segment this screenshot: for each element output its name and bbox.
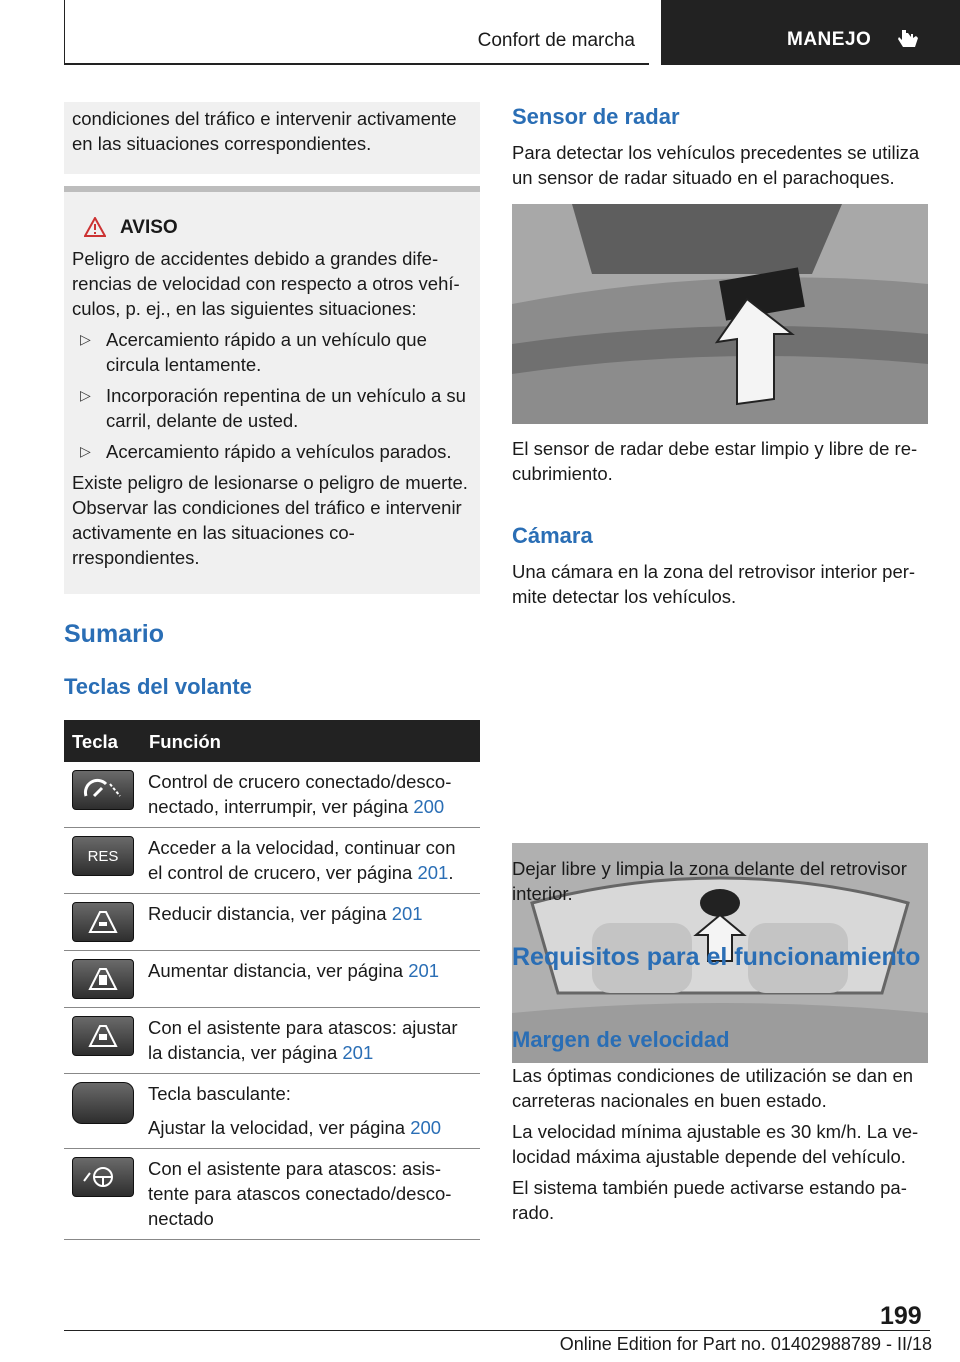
page-number: 199	[880, 1302, 922, 1330]
rocker-switch-icon	[72, 1082, 134, 1124]
warning-box	[64, 186, 480, 594]
radar-sensor-image	[512, 204, 928, 424]
distance-decrease-key-icon	[72, 902, 134, 942]
heading-requisitos: Requisitos para el funcionamiento	[512, 943, 921, 971]
row-function: Tecla basculante: Ajustar la velocidad, ver página 200	[148, 1074, 480, 1149]
radar-intro: Para detectar los vehículos precedentes se utiliza un sensor de radar situado en el parachoques.	[512, 142, 920, 188]
table-row	[64, 1008, 480, 1074]
traffic-jam-assist-key-icon	[72, 1157, 134, 1197]
radar-note: El sensor de radar debe estar limpio y libre de recubrimiento.	[512, 438, 918, 484]
margen-p2: La velocidad mínima ajustable es 30 km/h. La velocidad máxima ajustable depende del vehículo.	[512, 1121, 919, 1167]
continuation-box	[64, 102, 480, 174]
col-header-tecla: Tecla	[64, 720, 148, 762]
row-function: Reducir distancia, ver página 201	[148, 894, 480, 951]
continuation-text: condiciones del tráfico e intervenir activamente en las situaciones correspondientes.	[72, 108, 457, 154]
cruise-onoff-key-icon	[72, 770, 134, 810]
page-link[interactable]: 201	[408, 960, 440, 981]
warning-label: AVISO	[120, 216, 178, 238]
header-section-title: Confort de marcha	[477, 30, 635, 51]
heading-camara: Cámara	[512, 523, 593, 548]
row-function: Control de crucero conectado/desconectado, interrumpir, ver página 200	[148, 762, 480, 828]
page-link[interactable]: 201	[342, 1042, 374, 1063]
table-row	[64, 1074, 480, 1149]
row-function: Con el asistente para atascos: asistente para atascos conectado/desconectado	[148, 1149, 480, 1240]
header-chapter-tab[interactable]	[661, 0, 960, 65]
footer-rule	[64, 1330, 930, 1331]
keys-table	[64, 720, 480, 1240]
margen-p1: Las óptimas condiciones de utilización se dan en carreteras nacionales en buen estado.	[512, 1065, 914, 1111]
bullet-triangle-icon: ▷	[80, 387, 91, 403]
col-header-funcion: Función	[148, 720, 480, 762]
distance-key-icon	[72, 1016, 134, 1056]
page-link[interactable]: 201	[391, 903, 423, 924]
heading-radar: Sensor de radar	[512, 104, 680, 129]
camara-note: Dejar libre y limpia la zona delante del retrovisor interior.	[512, 858, 907, 904]
warning-bullet: ▷ Acercamiento rápido a vehículos parados.	[80, 441, 452, 462]
header-underline	[64, 63, 649, 65]
row-function: Acceder a la velocidad, continuar con el control de crucero, ver página 201.	[148, 828, 480, 894]
heading-teclas: Teclas del volante	[64, 674, 252, 699]
warning-bullet: ▷ Acercamiento rápido a un vehículo que circula lentamente.	[80, 329, 427, 375]
page-link[interactable]: 201	[417, 862, 449, 883]
row-function: Con el asistente para atascos: ajustar la distancia, ver página 201	[148, 1008, 480, 1074]
table-row	[64, 828, 480, 894]
warning-bullet: ▷ Incorporación repentina de un vehículo a su carril, delante de usted.	[80, 385, 466, 431]
bullet-triangle-icon: ▷	[80, 443, 91, 459]
table-row	[64, 1149, 480, 1240]
heading-margen: Margen de velocidad	[512, 1027, 730, 1052]
warning-header	[72, 214, 472, 240]
table-row	[64, 894, 480, 951]
camara-intro: Una cámara en la zona del retrovisor interior permite detectar los vehículos.	[512, 561, 916, 607]
header-rule	[64, 0, 65, 64]
table-row	[64, 762, 480, 828]
warning-triangle-icon	[84, 217, 106, 237]
chapter-label: MANEJO	[787, 29, 872, 50]
res-key-icon: RES	[72, 836, 134, 876]
margen-text	[512, 1063, 928, 1225]
distance-increase-key-icon	[72, 959, 134, 999]
edition-note: Online Edition for Part no. 01402988789 - II/18	[559, 1334, 932, 1354]
bullet-triangle-icon: ▷	[80, 331, 91, 347]
keys-table-wrap	[64, 720, 480, 1240]
margen-p3: El sistema también puede activarse estando parado.	[512, 1177, 907, 1223]
heading-sumario: Sumario	[64, 620, 165, 648]
page-link[interactable]: 200	[410, 1117, 442, 1138]
row-function: Aumentar distancia, ver página 201	[148, 951, 480, 1008]
warning-intro: Peligro de accidentes debido a grandes diferencias de velocidad con respecto a otros vehículos, p. ej., en las siguientes situaciones:	[72, 248, 460, 319]
warning-outro: Existe peligro de lesionarse o peligro de muerte. Observar las condiciones del tráfico e intervenir activamente en las situaciones correspondientes.	[72, 472, 468, 568]
page-link[interactable]: 200	[413, 796, 445, 817]
steering-hand-icon	[897, 26, 921, 52]
table-row	[64, 951, 480, 1008]
